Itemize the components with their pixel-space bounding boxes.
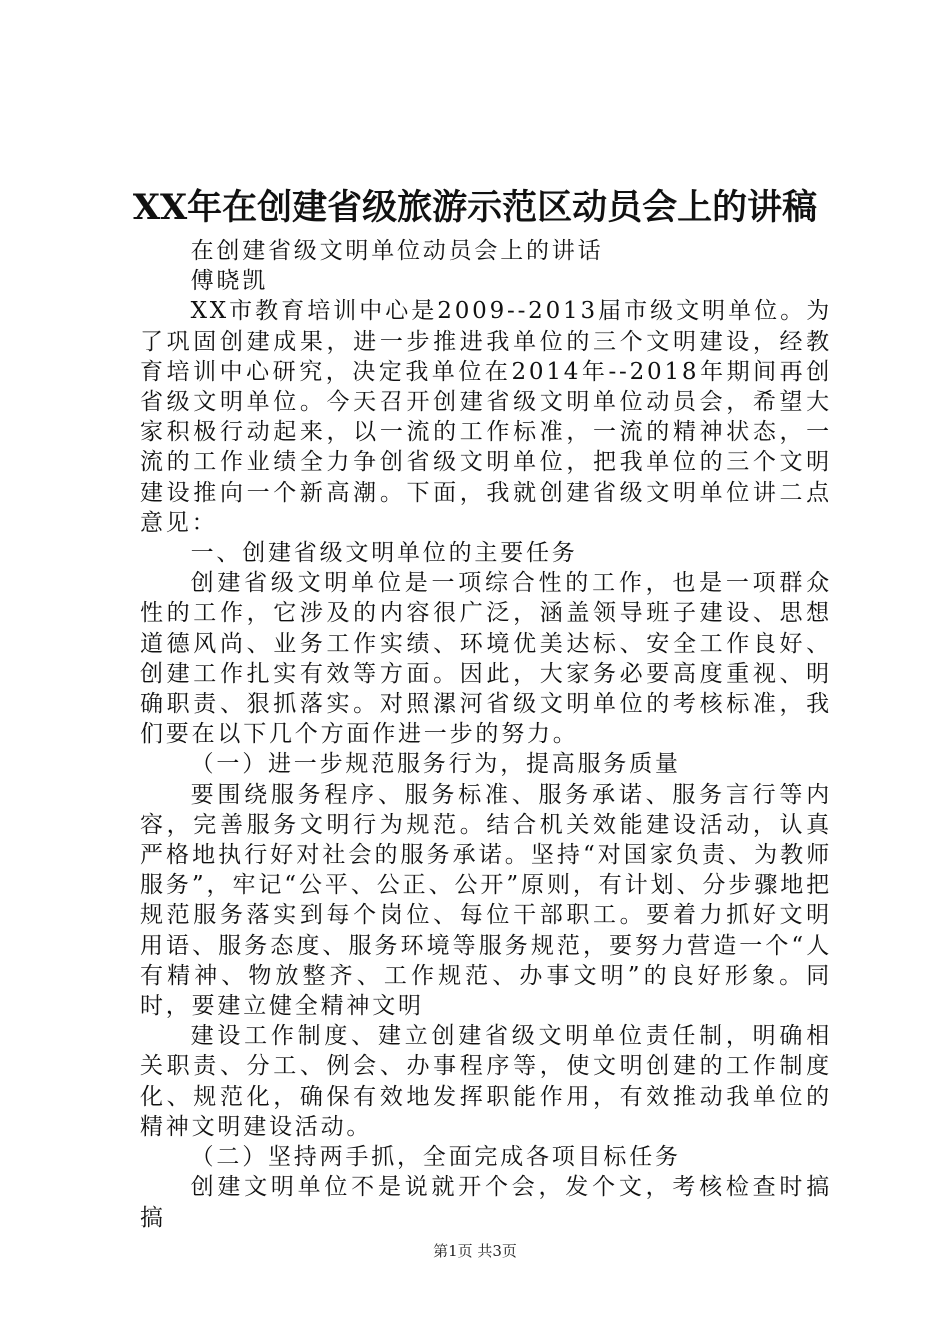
speech-heading: 在创建省级文明单位动员会上的讲话	[190, 238, 604, 264]
page-number-footer: 第1页 共3页	[433, 1242, 517, 1260]
subsection-heading-1: （一）进一步规范服务行为，提高服务质量	[190, 751, 681, 778]
speaker-name: 傅晓凯	[190, 268, 268, 295]
intro-paragraph: XX市教育培训中心是2009--2013届市级文明单位。为了巩固创建成果，进一步推进我单位的三个文明建设，经教育培训中心研究，决定我单位在2014年--2018年期间再创省级文明单位。今天召开创建省级文明单位动员会，希望大家积极行动起来，以一流的工作标准，一流的精神状态，一流的工作业绩全力争创省级文明单位，把我单位的三个文明建设推向一个新高潮。下面，我就创建省级文明单位讲二点意见：	[140, 298, 832, 536]
section-heading-1: 一、创建省级文明单位的主要任务	[190, 540, 578, 567]
subsection-heading-2: （二）坚持两手抓，全面完成各项目标任务	[190, 1144, 681, 1171]
document-body	[140, 236, 832, 1233]
subsection-1-paragraph-continued: 建设工作制度、建立创建省级文明单位责任制，明确相关职责、分工、例会、办事程序等，使文明创建的工作制度化、规范化，确保有效地发挥职能作用，有效推动我单位的精神文明建设活动。	[140, 1023, 832, 1140]
subsection-1-paragraph: 要围绕服务程序、服务标准、服务承诺、服务言行等内容，完善服务文明行为规范。结合机关效能建设活动，认真严格地执行好对社会的服务承诺。坚持“对国家负责、为教师服务”，牢记“公平、公正、公开”原则，有计划、分步骤地把规范服务落实到每个岗位、每位干部职工。要着力抓好文明用语、服务态度、服务环境等服务规范，要努力营造一个“人有精神、物放整齐、工作规范、办事文明”的良好形象。同时，要建立健全精神文明	[140, 781, 832, 1020]
subsection-2-paragraph: 创建文明单位不是说就开个会，发个文，考核检查时搞搞	[140, 1174, 832, 1231]
document-title: XX年在创建省级旅游示范区动员会上的讲稿	[132, 187, 818, 228]
section-1-paragraph: 创建省级文明单位是一项综合性的工作，也是一项群众性的工作，它涉及的内容很广泛，涵盖领导班子建设、思想道德风尚、业务工作实绩、环境优美达标、安全工作良好、创建工作扎实有效等方面。因此，大家务必要高度重视、明确职责、狠抓落实。对照漯河省级文明单位的考核标准，我们要在以下几个方面作进一步的努力。	[140, 570, 832, 748]
